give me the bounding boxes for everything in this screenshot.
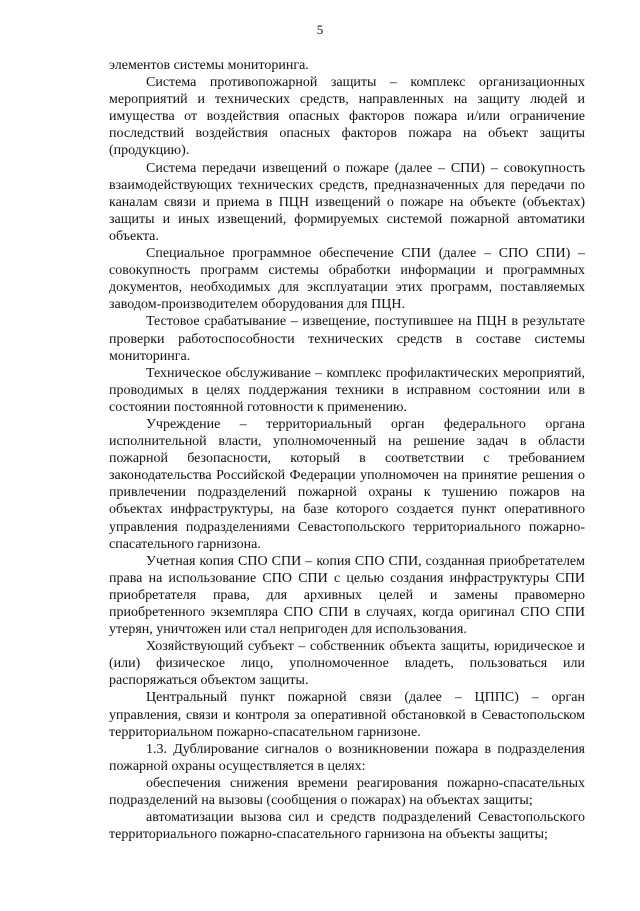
page-number: 5: [316, 22, 324, 37]
paragraph-spi-definition: Система передачи извещений о пожаре (далее – СПИ) – совокупность взаимодействующих технических средств, предназначенных для передачи по каналам связи и приема в ПЦН извещений о пожаре на объекте (объектах) защиты и иных извещений, формируемых системой пожарной автоматики объекта.: [109, 160, 585, 244]
paragraph-test-trigger-definition: Тестовое срабатывание – извещение, поступившее на ПЦН в результате проверки работоспособности технических средств в составе системы мониторинга.: [109, 314, 585, 364]
paragraph-registered-copy-definition: Учетная копия СПО СПИ – копия СПО СПИ, созданная приобретателем права на использование СПО СПИ с целью создания инфраструктуры СПИ приобретателя права, для архивных целей и замены правомерно приобретенного экземпляра СПО СПИ в случаях, когда оригинал СПО СПИ утерян, уничтожен или стал непригоден для использования.: [109, 553, 585, 638]
paragraph-fire-protection-system: Система противопожарной защиты – комплекс организационных мероприятий и технических средств, направленных на защиту людей и имущества от воздействия опасных факторов пожара и/или ограничение последствий воздействия опасных факторов пожара на объект защиты (продукцию).: [109, 75, 585, 159]
paragraph-spo-spi-definition: Специальное программное обеспечение СПИ (далее – СПО СПИ) – совокупность программ системы обработки информации и программных документов, необходимых для эксплуатации этих программ, поставляемых заводом-производителем оборудования для ПЦН.: [109, 246, 585, 313]
list-item-automation: автоматизации вызова сил и средств подразделений Севастопольского территориального пожарно-спасательного гарнизона на объекты защиты;: [109, 810, 585, 843]
paragraph-maintenance-definition: Техническое обслуживание – комплекс профилактических мероприятий, проводимых в целях поддержания техники в исправном состоянии или в состоянии постоянной готовности к применению.: [109, 365, 585, 415]
paragraph-institution-definition: Учреждение – территориальный орган федерального органа исполнительной власти, уполномоченный на решение задач в области пожарной безопасности, который в соответствии с требованием законодательства Российской Федерации уполномочен на принятие решения о привлечении подразделений пожарной охраны к тушению пожаров на объектах инфраструктуры, на базе которого создается пункт оперативного управления подразделениями Севастопольского территориального пожарно-спасательного гарнизона.: [109, 416, 585, 552]
list-item-response-time: обеспечения снижения времени реагирования пожарно-спасательных подразделений на вызовы (сообщения о пожарах) на объектах защиты;: [109, 775, 585, 809]
paragraph-continuation: элементов системы мониторинга.: [109, 58, 309, 73]
paragraph-section-1-3: 1.3. Дублирование сигналов о возникновении пожара в подразделения пожарной охраны осуществляется в целях:: [109, 741, 585, 774]
paragraph-central-fire-communication-definition: Центральный пункт пожарной связи (далее – ЦППС) – орган управления, связи и контроля за оперативной обстановкой в Севастопольском территориальном пожарно-спасательном гарнизоне.: [109, 690, 585, 740]
paragraph-business-entity-definition: Хозяйствующий субъект – собственник объекта защиты, юридическое и (или) физическое лицо, уполномоченное владеть, пользоваться или распоряжаться объектом защиты.: [109, 639, 585, 689]
document-body: [109, 57, 585, 843]
